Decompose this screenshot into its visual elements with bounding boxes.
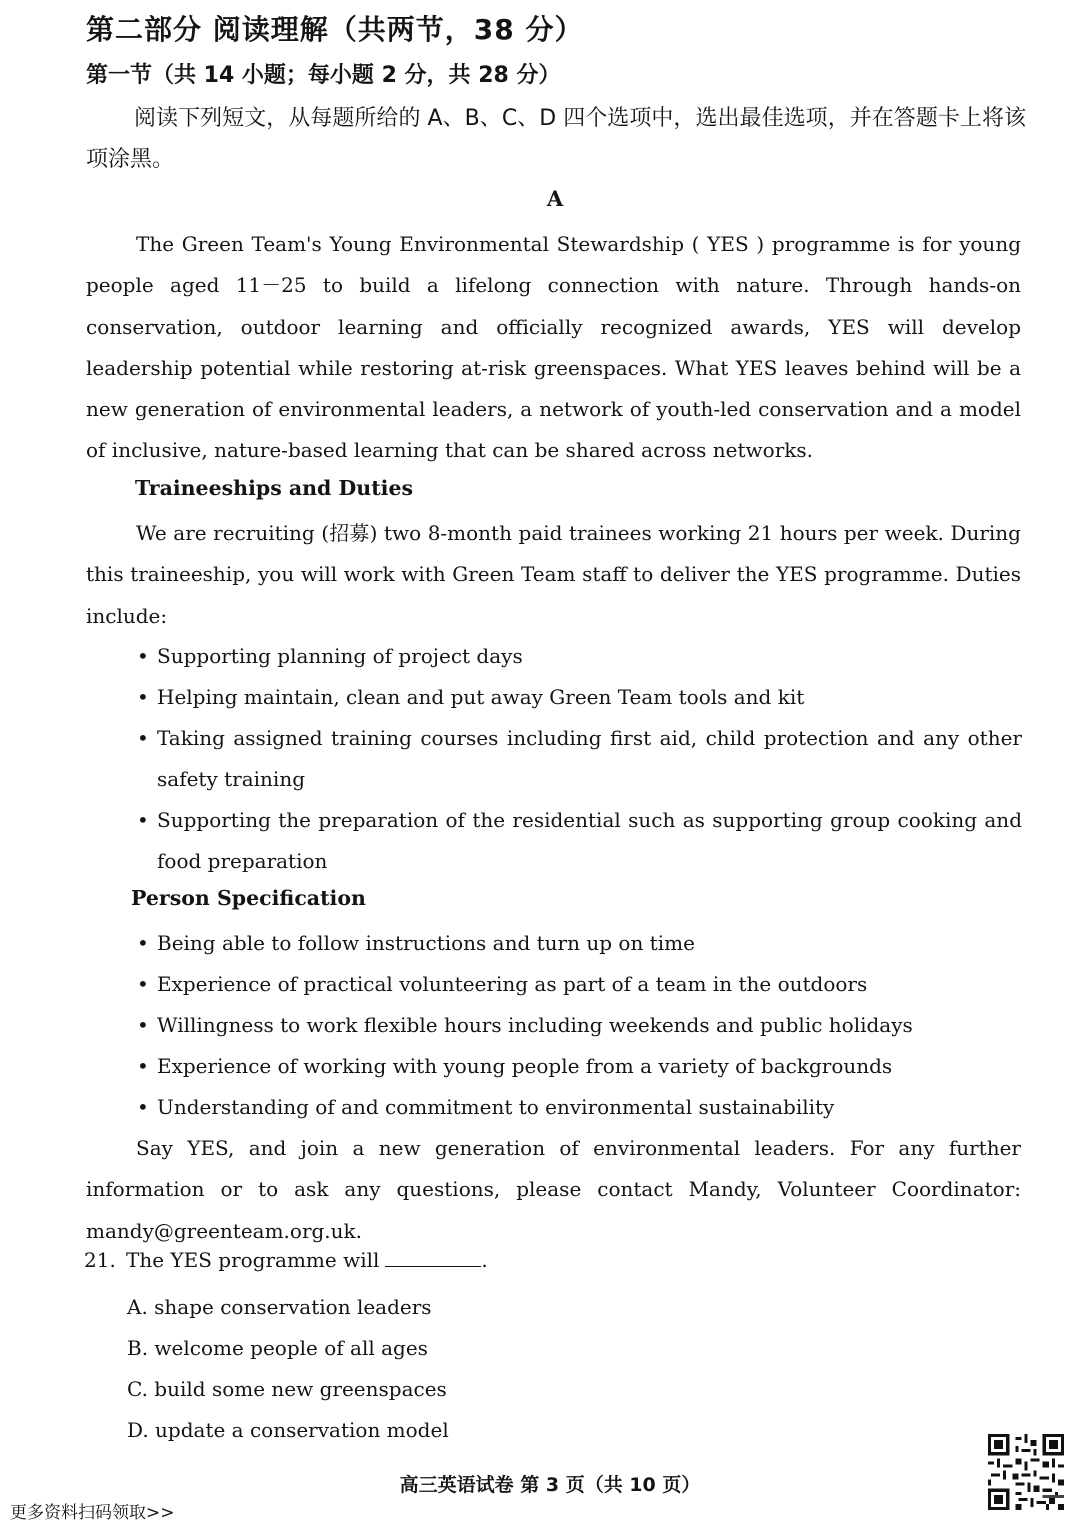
list-item: • Supporting the preparation of the residential such as supporting group cooking and food preparation [137,800,1022,882]
option-c: C. build some new greenspaces [127,1377,447,1401]
option-a: A. shape conservation leaders [127,1295,432,1319]
answer-blank [385,1248,481,1267]
passage-intro: The Green Team's Young Environmental Stewardship ( YES ) programme is for young people aged 11－25 to build a lifelong connection with nature. Through hands-on conservation, outdoor learning and officially recognized awards, YES will develop leadership potential while restoring at-risk greenspaces. What YES leaves behind will be a new generation of environmental leaders, a network of youth-led conservation and a model of inclusive, nature-based learning that can be shared across networks. [86,232,1021,463]
list-item: • Being able to follow instructions and turn up on time [137,923,1022,964]
option-d: D. update a conservation model [127,1418,449,1442]
list-item: • Understanding of and commitment to environmental sustainability [137,1087,1022,1128]
page-footer: 高三英语试卷 第 3 页（共 10 页） [399,1474,701,1496]
list-item: • Supporting planning of project days [137,636,1022,677]
list-item: • Willingness to work flexible hours including weekends and public holidays [137,1005,1022,1046]
list-item: • Taking assigned training courses including first aid, child protection and any other safety training [137,718,1022,800]
corner-note: 更多资料扫码领取>> [10,1503,175,1523]
traineeships-heading: Traineeships and Duties [135,476,414,500]
option-b: B. welcome people of all ages [127,1336,428,1360]
list-item: • Helping maintain, clean and put away Green Team tools and kit [137,677,1022,718]
question-number: 21. [84,1248,116,1272]
duties-list [137,636,1022,882]
closing-text: Say YES, and join a new generation of environmental leaders. For any further information or to ask any questions, please contact Mandy, Volunteer Coordinator: mandy@greenteam.org.uk. [86,1136,1021,1243]
person-spec-list [137,923,1022,1128]
question-21 [84,1248,488,1272]
section-title: 第一节（共 14 小题；每小题 2 分，共 28 分） [86,63,561,88]
instruction-text: 阅读下列短文，从每题所给的 A、B、C、D 四个选项中，选出最佳选项，并在答题卡上将该项涂黑。 [86,106,1026,172]
question-stem: The YES programme will [126,1248,380,1272]
part-title: 第二部分 阅读理解（共两节，38 分） [86,13,584,46]
question-end: . [481,1248,488,1272]
traineeships-text: We are recruiting (招募) two 8-month paid trainees working 21 hours per week. During this traineeship, you will work with Green Team staff to deliver the YES programme. Duties include: [86,521,1021,628]
answer-options [127,1287,449,1451]
list-item: • Experience of working with young people from a variety of backgrounds [137,1046,1022,1087]
qr-code-icon [988,1434,1064,1510]
person-spec-heading: Person Specification [131,886,366,910]
passage-label: A [546,186,564,211]
list-item: • Experience of practical volunteering as part of a team in the outdoors [137,964,1022,1005]
